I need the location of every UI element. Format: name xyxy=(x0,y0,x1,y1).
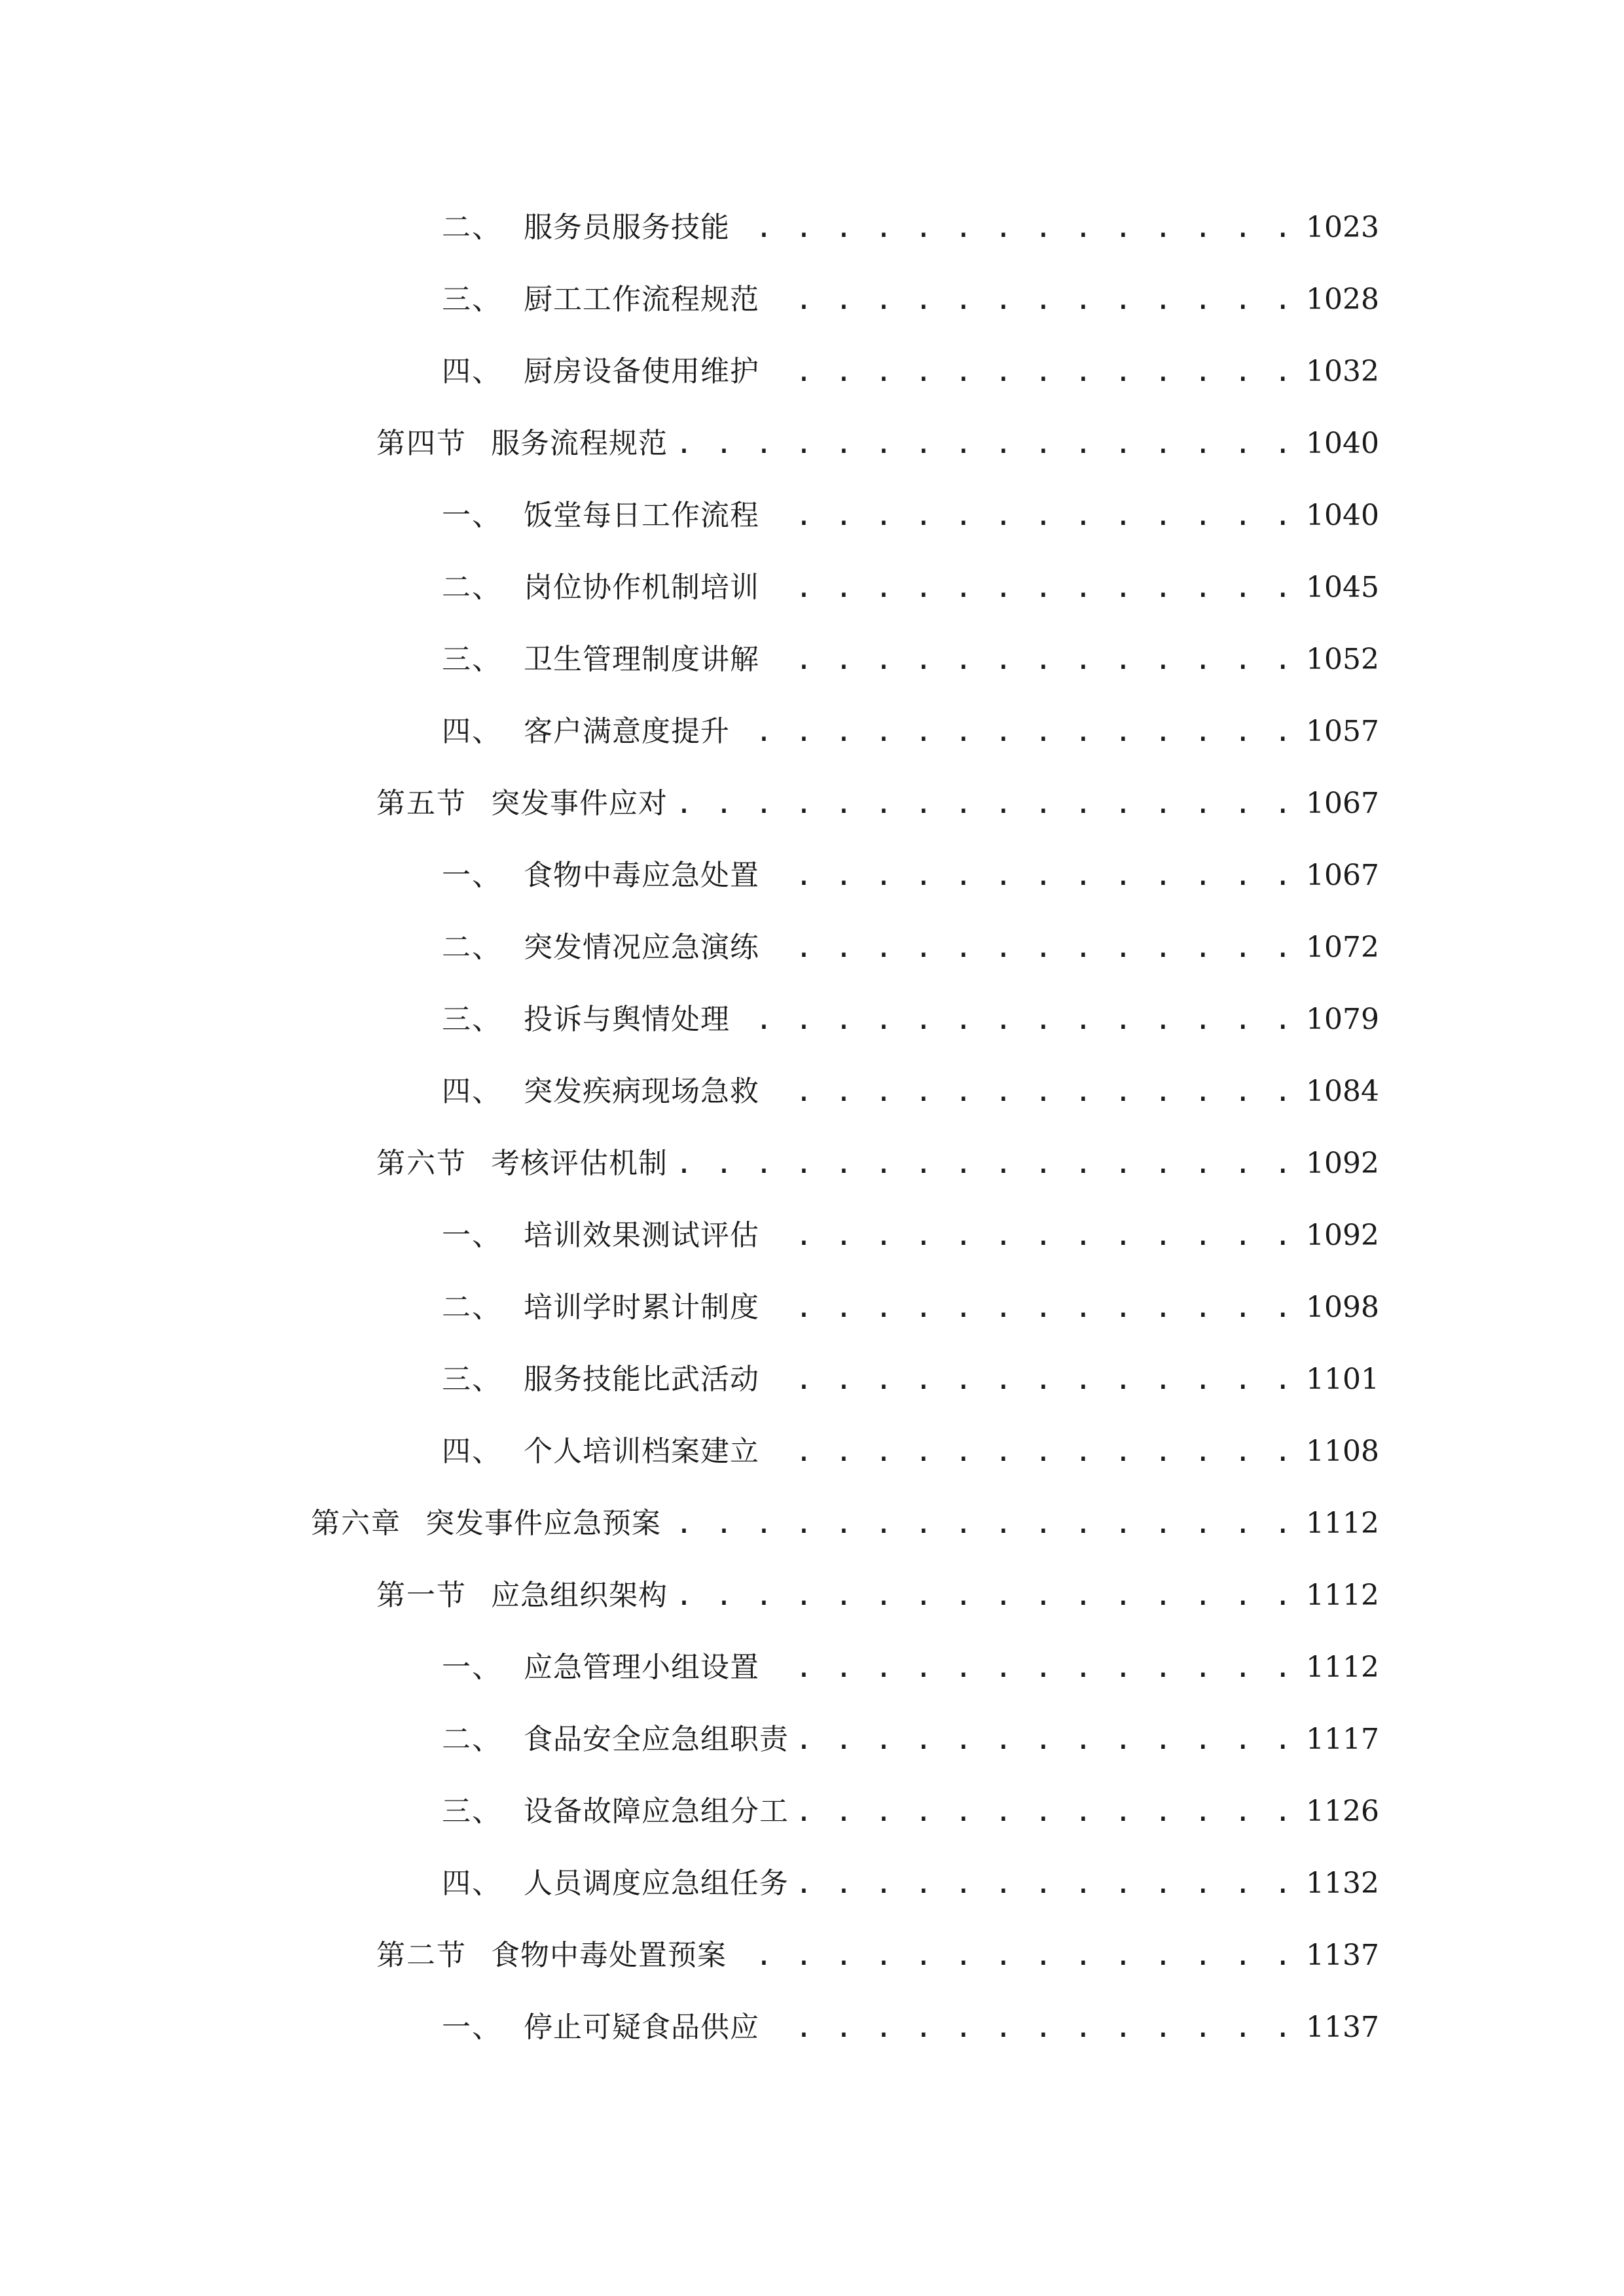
dot-leader xyxy=(677,1570,1294,1622)
toc-entry-page-number: 1023 xyxy=(1306,211,1379,244)
toc-entry[interactable] xyxy=(442,346,1378,398)
toc-entry[interactable] xyxy=(442,850,1378,902)
dot-leader xyxy=(768,1426,1294,1478)
toc-entry-page-number: 1040 xyxy=(1306,499,1379,532)
toc-entry-title: 服务流程规范 xyxy=(491,427,668,460)
dot-leader xyxy=(768,2001,1294,2054)
toc-entry-title: 考核评估机制 xyxy=(491,1147,668,1180)
toc-entry[interactable] xyxy=(442,1857,1378,1910)
toc-entry-page-number: 1117 xyxy=(1306,1723,1379,1756)
dot-leader xyxy=(768,1066,1294,1118)
toc-entry-section[interactable] xyxy=(376,1929,1378,1982)
toc-entry[interactable] xyxy=(442,1354,1378,1406)
toc-entry-title: 设备故障应急组分工 xyxy=(524,1795,789,1828)
toc-entry-title: 投诉与舆情处理 xyxy=(524,1003,730,1036)
toc-entry-number: 二、 xyxy=(442,931,502,964)
toc-entry-page-number: 1067 xyxy=(1306,787,1379,820)
toc-entry-title: 岗位协作机制培训 xyxy=(524,571,759,604)
toc-entry-number: 一、 xyxy=(442,2011,502,2044)
toc-entry-page-number: 1072 xyxy=(1306,931,1379,964)
toc-entry-number: 第六章 xyxy=(311,1507,401,1540)
toc-entry-page-number: 1112 xyxy=(1306,1651,1379,1684)
toc-entry-number: 三、 xyxy=(442,1363,502,1396)
dot-leader xyxy=(768,850,1294,902)
toc-entry-number: 四、 xyxy=(442,1867,502,1900)
toc-entry-page-number: 1092 xyxy=(1306,1219,1379,1252)
toc-entry-number: 一、 xyxy=(442,1651,502,1684)
toc-entry-number: 三、 xyxy=(442,283,502,316)
toc-entry-title: 突发事件应对 xyxy=(491,787,668,820)
dot-leader xyxy=(768,922,1294,974)
toc-entry-section[interactable] xyxy=(376,1570,1378,1622)
dot-leader xyxy=(768,490,1294,542)
toc-entry-number: 二、 xyxy=(442,211,502,244)
toc-entry-page-number: 1057 xyxy=(1306,715,1379,748)
toc-entry-section[interactable] xyxy=(376,1138,1378,1190)
toc-entry-title: 应急管理小组设置 xyxy=(524,1651,759,1684)
dot-leader xyxy=(677,418,1294,470)
toc-entry[interactable] xyxy=(442,1282,1378,1334)
toc-entry-title: 突发事件应急预案 xyxy=(425,1507,661,1540)
toc-entry-title: 应急组织架构 xyxy=(491,1579,668,1612)
toc-entry-number: 四、 xyxy=(442,1075,502,1108)
toc-entry[interactable] xyxy=(442,922,1378,974)
toc-entry-number: 四、 xyxy=(442,1435,502,1468)
toc-entry[interactable] xyxy=(442,202,1378,254)
toc-entry-number: 一、 xyxy=(442,859,502,892)
toc-entry-title: 突发疾病现场急救 xyxy=(524,1075,759,1108)
toc-entry-number: 三、 xyxy=(442,643,502,676)
toc-entry-page-number: 1101 xyxy=(1306,1363,1379,1396)
toc-entry-number: 一、 xyxy=(442,1219,502,1252)
toc-entry-number: 第二节 xyxy=(376,1939,467,1972)
toc-entry[interactable] xyxy=(442,1066,1378,1118)
toc-entry-title: 客户满意度提升 xyxy=(524,715,730,748)
toc-entry[interactable] xyxy=(442,634,1378,686)
dot-leader xyxy=(768,562,1294,614)
toc-entry-page-number: 1112 xyxy=(1306,1579,1379,1612)
toc-entry-title: 服务员服务技能 xyxy=(524,211,730,244)
dot-leader xyxy=(768,346,1294,398)
toc-entry-page-number: 1137 xyxy=(1306,1939,1379,1972)
toc-entry-number: 二、 xyxy=(442,1723,502,1756)
toc-entry-number: 二、 xyxy=(442,571,502,604)
toc-entry-title: 厨房设备使用维护 xyxy=(524,355,759,388)
dot-leader xyxy=(768,274,1294,326)
toc-entry-page-number: 1132 xyxy=(1306,1867,1379,1900)
toc-entry-page-number: 1028 xyxy=(1306,283,1379,316)
toc-entry-page-number: 1032 xyxy=(1306,355,1379,388)
toc-entry-page-number: 1112 xyxy=(1306,1507,1379,1540)
toc-entry-page-number: 1052 xyxy=(1306,643,1379,676)
toc-entry-page-number: 1108 xyxy=(1306,1435,1379,1468)
toc-entry-title: 人员调度应急组任务 xyxy=(524,1867,789,1900)
toc-entry-page-number: 1137 xyxy=(1306,2011,1379,2044)
toc-entry-number: 第五节 xyxy=(376,787,467,820)
dot-leader xyxy=(798,1713,1294,1766)
toc-entry[interactable] xyxy=(442,706,1378,758)
toc-entry-title: 食品安全应急组职责 xyxy=(524,1723,789,1756)
dot-leader xyxy=(768,1354,1294,1406)
dot-leader xyxy=(677,1138,1294,1190)
toc-entry-title: 服务技能比武活动 xyxy=(524,1363,759,1396)
dot-leader xyxy=(739,202,1294,254)
toc-entry-page-number: 1045 xyxy=(1306,571,1379,604)
toc-entry-number: 第一节 xyxy=(376,1579,467,1612)
toc-entry-section[interactable] xyxy=(376,418,1378,470)
toc-entry-page-number: 1126 xyxy=(1306,1795,1379,1828)
toc-entry-title: 厨工工作流程规范 xyxy=(524,283,759,316)
toc-entry-page-number: 1040 xyxy=(1306,427,1379,460)
toc-entry-number: 第四节 xyxy=(376,427,467,460)
toc-entry[interactable] xyxy=(442,1426,1378,1478)
toc-entry-title: 培训学时累计制度 xyxy=(524,1291,759,1324)
dot-leader xyxy=(736,1929,1294,1982)
dot-leader xyxy=(677,778,1294,830)
dot-leader xyxy=(670,1498,1294,1550)
toc-entry-page-number: 1092 xyxy=(1306,1147,1379,1180)
toc-entry-section[interactable] xyxy=(376,778,1378,830)
toc-entry[interactable] xyxy=(442,274,1378,326)
dot-leader xyxy=(768,1282,1294,1334)
dot-leader xyxy=(739,706,1294,758)
toc-entry-title: 食物中毒应急处置 xyxy=(524,859,759,892)
toc-entry-number: 一、 xyxy=(442,499,502,532)
toc-entry-page-number: 1067 xyxy=(1306,859,1379,892)
dot-leader xyxy=(768,1210,1294,1262)
toc-entry-title: 卫生管理制度讲解 xyxy=(524,643,759,676)
toc-entry[interactable] xyxy=(442,2001,1378,2054)
toc-entry-page-number: 1098 xyxy=(1306,1291,1379,1324)
toc-entry-title: 突发情况应急演练 xyxy=(524,931,759,964)
toc-entry-title: 食物中毒处置预案 xyxy=(491,1939,727,1972)
toc-entry-page-number: 1079 xyxy=(1306,1003,1379,1036)
dot-leader xyxy=(768,634,1294,686)
toc-entry-title: 个人培训档案建立 xyxy=(524,1435,759,1468)
dot-leader xyxy=(798,1857,1294,1910)
toc-entry-page-number: 1084 xyxy=(1306,1075,1379,1108)
toc-entry-number: 二、 xyxy=(442,1291,502,1324)
toc-entry-number: 第六节 xyxy=(376,1147,467,1180)
dot-leader xyxy=(798,1785,1294,1838)
toc-entry-chapter[interactable] xyxy=(311,1498,1378,1550)
toc-entry-number: 三、 xyxy=(442,1795,502,1828)
toc-entry[interactable] xyxy=(442,490,1378,542)
toc-entry-title: 培训效果测试评估 xyxy=(524,1219,759,1252)
toc-entry[interactable] xyxy=(442,1785,1378,1838)
toc-entry[interactable] xyxy=(442,1713,1378,1766)
toc-entry[interactable] xyxy=(442,1210,1378,1262)
toc-entry[interactable] xyxy=(442,994,1378,1046)
dot-leader xyxy=(768,1641,1294,1694)
toc-entry-number: 三、 xyxy=(442,1003,502,1036)
toc-entry-title: 饭堂每日工作流程 xyxy=(524,499,759,532)
dot-leader xyxy=(739,994,1294,1046)
toc-entry[interactable] xyxy=(442,1641,1378,1694)
toc-entry-number: 四、 xyxy=(442,715,502,748)
toc-entry[interactable] xyxy=(442,562,1378,614)
toc-entry-number: 四、 xyxy=(442,355,502,388)
toc-entry-title: 停止可疑食品供应 xyxy=(524,2011,759,2044)
